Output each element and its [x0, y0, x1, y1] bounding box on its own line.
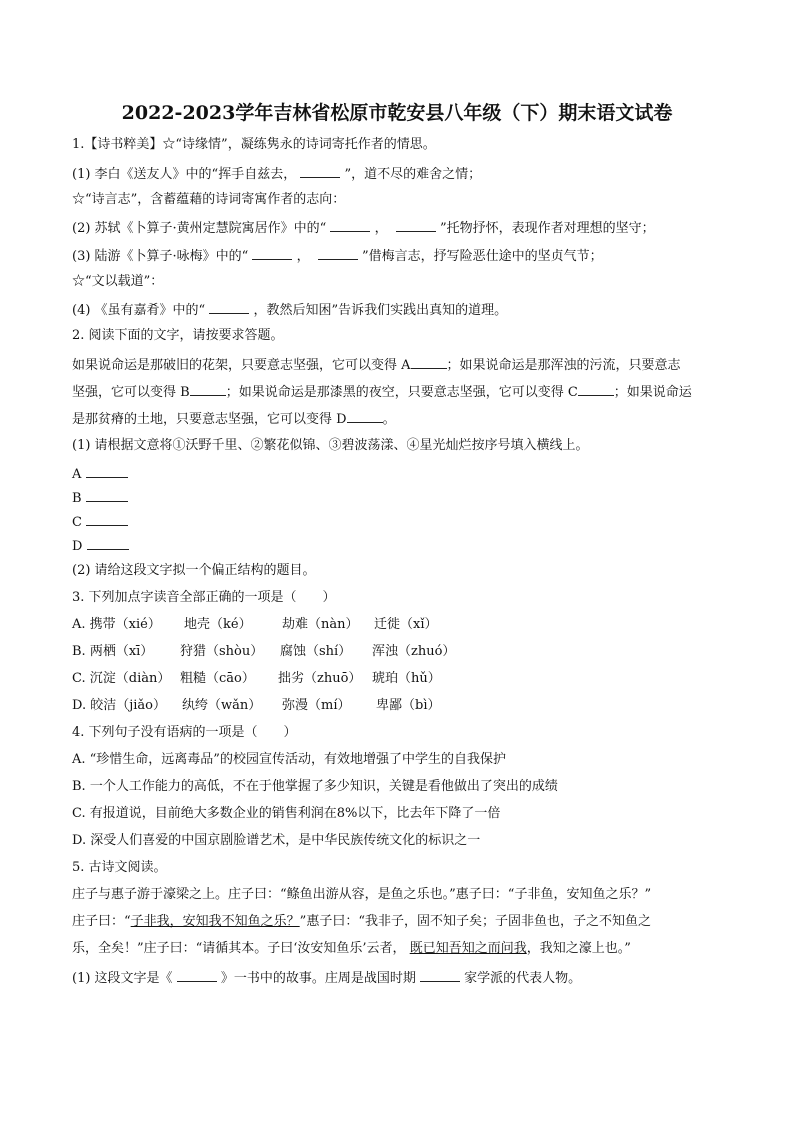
q2-text: ；如果说命运是那浑浊的污流，只要意志 [446, 358, 681, 373]
q5-text: 庄子曰：“ [72, 914, 131, 929]
q2-answer-b [72, 488, 128, 508]
q2-text: 。 [382, 412, 396, 427]
q5-text: 家学派的代表人物。 [464, 971, 582, 986]
underlined-sentence: 既已知吾知之而问我 [409, 941, 527, 956]
q5-text: 》一书中的故事。庄周是战国时期 [220, 971, 416, 986]
q3-option-d[interactable] [72, 697, 440, 715]
q1-line-2 [72, 164, 481, 184]
answer-blank[interactable] [87, 536, 129, 550]
option-item: 狩猎（shòu） [180, 644, 264, 659]
answer-blank-d[interactable] [347, 409, 383, 423]
answer-blank[interactable] [86, 464, 128, 478]
q4-option-c[interactable]: C. 有报道说，目前绝大多数企业的销售利润在8%以下，比去年下降了一倍 [72, 806, 501, 821]
q2-sub1: (1) 请根据文意将①沃野千里、②繁花似锦、③碧波荡漾、④星光灿烂按序号填入横线上。 [72, 438, 589, 453]
q3-option-c[interactable] [72, 670, 441, 688]
answer-blank[interactable] [86, 512, 128, 526]
q1-text: ”，道不尽的难舍之情； [344, 167, 482, 182]
option-item: 拙劣（zhuō） [278, 671, 362, 686]
answer-blank-b[interactable] [190, 382, 226, 396]
answer-label: A [72, 467, 82, 482]
option-item: 劫难（nàn） [282, 617, 359, 632]
q1-text: ，教然后知困”告诉我们实践出真知的道理。 [253, 303, 508, 318]
answer-blank[interactable] [330, 218, 370, 232]
q5-sub1 [72, 968, 581, 988]
q1-text: (1) 李白《送友人》中的“挥手自兹去， [72, 167, 297, 182]
answer-blank[interactable] [396, 218, 436, 232]
q2-text: ；如果说命运 [613, 385, 692, 400]
q1-text: (3) 陆游《卜算子·咏梅》中的“ [72, 249, 249, 264]
option-item: 弥漫（mí） [282, 698, 351, 713]
q2-answer-a [72, 464, 128, 484]
q1-line-3: ☆“诗言志”，含蓄蕴藉的诗词寄寓作者的志向： [72, 192, 346, 207]
q2-answer-c [72, 512, 128, 532]
answer-blank[interactable] [86, 488, 128, 502]
q3-option-b[interactable] [72, 643, 455, 661]
q2-heading: 2. 阅读下面的文字，请按要求答题。 [72, 328, 284, 343]
answer-label: D [72, 539, 83, 554]
q2-answer-d [72, 536, 129, 556]
option-item: A. 携带（xié） [72, 617, 161, 632]
q5-passage-line-3 [72, 940, 631, 958]
option-item: 迁徙（xǐ） [374, 617, 438, 632]
q1-text: ”托物抒怀，表现作者对理想的坚守； [440, 221, 655, 236]
q4-option-d[interactable]: D. 深受人们喜爱的中国京剧脸谱艺术，是中华民族传统文化的标识之一 [72, 833, 481, 848]
option-item: D. 皎洁（jiǎo） [72, 698, 166, 713]
option-item: C. 沉淀（diàn） [72, 671, 171, 686]
q1-line-4 [72, 218, 655, 238]
q1-text: ， [374, 221, 388, 236]
q2-text: 坚强，它可以变得 B [72, 385, 190, 400]
answer-label: B [72, 491, 82, 506]
q5-passage-line-2 [72, 913, 651, 931]
q4-option-b[interactable]: B. 一个人工作能力的高低，不在于他掌握了多少知识，关键是看他做出了突出的成绩 [72, 779, 558, 794]
answer-blank-c[interactable] [578, 382, 614, 396]
answer-label: C [72, 515, 82, 530]
answer-blank[interactable] [252, 246, 292, 260]
answer-blank[interactable] [209, 300, 249, 314]
q2-para-line-2 [72, 382, 692, 402]
underlined-sentence: 子非我，安知我不知鱼之乐？ [130, 914, 300, 929]
answer-blank[interactable] [177, 968, 217, 982]
q4-option-a[interactable]: A. “珍惜生命，远离毒品”的校园宣传活动，有效地增强了中学生的自我保护 [72, 752, 506, 767]
q1-line-6: ☆“文以载道”： [72, 274, 164, 289]
q2-text: 是那贫瘠的土地，只要意志坚强，它可以变得 D [72, 412, 347, 427]
q3-option-a[interactable] [72, 616, 438, 634]
option-item: 腐蚀（shí） [280, 644, 352, 659]
q1-text: (2) 苏轼《卜算子·黄州定慧院寓居作》中的“ [72, 221, 327, 236]
answer-blank[interactable] [300, 164, 340, 178]
answer-blank[interactable] [318, 246, 358, 260]
q1-text: ”借梅言志，抒写险恶仕途中的坚贞气节； [362, 249, 603, 264]
q1-line-5 [72, 246, 603, 266]
q2-para-line-1 [72, 355, 681, 375]
q5-text: 乐，全矣！”庄子曰：“请循其本。子曰‘汝安知鱼乐’云者， [72, 941, 406, 956]
q1-line-1: 1.【诗书粹美】☆“诗缘情”，凝练隽永的诗词寄托作者的情思。 [72, 137, 436, 152]
option-item: 地壳（ké） [184, 617, 252, 632]
option-item: 卑鄙（bì） [376, 698, 441, 713]
q5-text: (1) 这段文字是《 [72, 971, 173, 986]
answer-blank-a[interactable] [411, 355, 447, 369]
q2-sub2: (2) 请给这段文字拟一个偏正结构的题目。 [72, 563, 316, 578]
answer-blank[interactable] [420, 968, 460, 982]
q2-text: ；如果说命运是那漆黑的夜空，只要意志坚强，它可以变得 C [225, 385, 578, 400]
option-item: 浑浊（zhuó） [372, 644, 456, 659]
q1-line-7 [72, 300, 507, 320]
q4-heading: 4. 下列句子没有语病的一项是（ ） [72, 725, 297, 740]
page-title: 2022-2023学年吉林省松原市乾安县八年级（下）期末语文试卷 [121, 102, 673, 124]
q5-heading: 5. 古诗文阅读。 [72, 860, 167, 875]
q1-text: ， [296, 249, 310, 264]
q3-heading: 3. 下列加点字读音全部正确的一项是（ ） [72, 590, 336, 605]
q5-text: ”惠子曰：“我非子，固不知子矣；子固非鱼也，子之不知鱼之 [299, 914, 651, 929]
q5-text: ，我知之濠上也。” [526, 941, 631, 956]
q2-text: 如果说命运是那破旧的花架，只要意志坚强，它可以变得 A [72, 358, 411, 373]
q1-text: (4) 《虽有嘉肴》中的“ [72, 303, 206, 318]
q5-passage-line-1: 庄子与惠子游于濠梁之上。庄子曰：“鲦鱼出游从容，是鱼之乐也。”惠子曰：“子非鱼，安知鱼之乐？” [72, 887, 652, 902]
option-item: 粗糙（cāo） [180, 671, 255, 686]
q2-para-line-3 [72, 409, 396, 429]
option-item: 琥珀（hǔ） [372, 671, 441, 686]
option-item: B. 两栖（xī） [72, 644, 154, 659]
option-item: 纨绔（wǎn） [182, 698, 262, 713]
